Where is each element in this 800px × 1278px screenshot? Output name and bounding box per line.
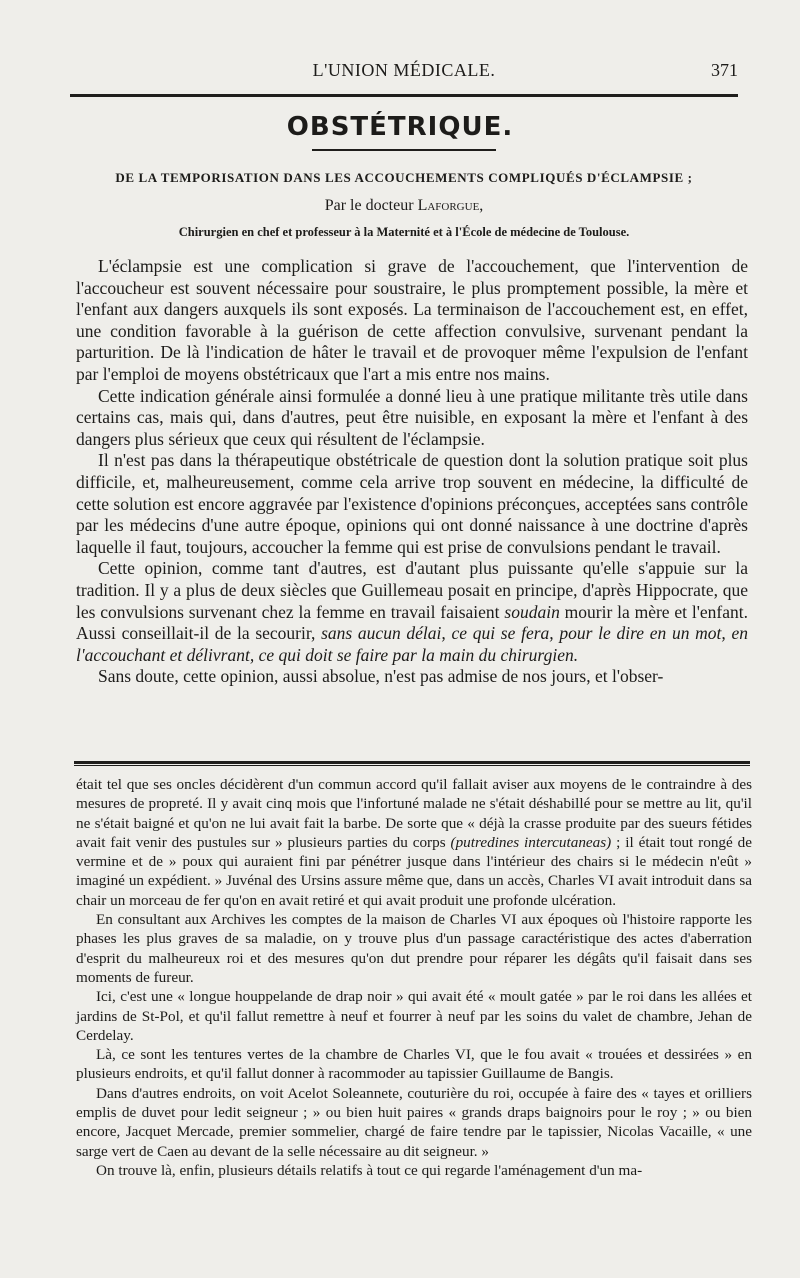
footnote-text-run: était tel que ses oncles décidèrent d'un commun accord qu'il fallait aviser aux moyens de le contraindre à des mesures de propreté. Il y avait cinq mois que l'infortuné malade ne s'était déshabillé pour se mettre au lit, qu'il ne s'était baigné et qu'on ne lui avait fait la barbe. De sorte que « déjà la crasse produite par des sueurs fétides avait fait venir des pustules sur » plusieurs parties du corps: [76, 776, 752, 851]
footnote-column: [76, 775, 752, 1180]
body-text-run: Cette opinion, comme tant d'autres, est d'autant plus puissante qu'elle s'appuie sur la tradition. Il y a plus de deux siècles que Guillemeau posait en principe, d'après Hippocrate, que les convulsions survenant chez la femme en travail faisaient: [76, 558, 748, 622]
footnote-paragraph: On trouve là, enfin, plusieurs détails relatifs à tout ce qui regarde l'aménagement d'un ma-: [96, 1161, 643, 1179]
footnote-paragraph: Là, ce sont les tentures vertes de la chambre de Charles VI, que le fou avait « trouées et dessirées » en plusieurs endroits, et qu'il fallut donner à racommoder au tapissier Guillaume de Bangis.: [76, 1046, 752, 1083]
body-paragraph: Il n'est pas dans la thérapeutique obstétricale de question dont la solution pratique soit plus difficile, et, malheureusement, comme cela arrive trop souvent en médecine, la difficulté de cette solution est encore aggravée par l'existence d'opinions préconçues, acceptées sans contrôle par les médecins d'une autre époque, opinions qui ont donné naissance à une doctrine d'après laquelle il faut, toujours, accoucher la femme qui est prise de convulsions pendant le travail.: [76, 450, 748, 557]
footnote-italic-run: (putredines intercutaneas): [450, 833, 612, 851]
footnote-text-run: ; il était tout rongé de vermine et de » poux qui auraient fini par pénétrer jusque dans l'intérieur des chairs si le médecin n'eût » imaginé un expédient. » Juvénal des Ursins assure même que, dans un accès, Charles VI avait introduit dans sa chair un morceau de fer qu'on en avait retiré et qui avait produit une profonde ulcération.: [76, 833, 753, 909]
running-title: L'UNION MÉDICALE.: [312, 60, 496, 80]
footnote-paragraph: Ici, c'est une « longue houppelande de drap noir » qui avait été « moult gatée » par le roi dans les allées et jardins de St-Pol, et qu'il fallut remettre à neuf et fourrer à neuf par les soins du valet de chambre, Jehan de Cerdelay.: [76, 988, 752, 1044]
author-affiliation: Chirurgien en chef et professeur à la Maternité et à l'École de médecine de Toulouse.: [178, 225, 630, 239]
body-text-run: mourir la mère et l'enfant. Aussi conseillait-il de la secourir,: [76, 601, 748, 644]
byline: [70, 197, 738, 215]
body-italic-run: soudain: [504, 601, 560, 622]
byline-prefix: Par le docteur: [324, 197, 418, 214]
body-italic-run: sans aucun délai, ce qui se fera, pour le dire en un mot, en l'accouchant et délivrant, ce qui doit se faire par la main du chirurgien.: [76, 623, 749, 665]
author-name: Laforgue,: [417, 197, 484, 214]
page-number: 371: [711, 60, 738, 80]
article-title: DE LA TEMPORISATION DANS LES ACCOUCHEMENTS COMPLIQUÉS D'ÉCLAMPSIE ;: [115, 170, 693, 185]
footnote-paragraph: Dans d'autres endroits, on voit Acelot Soleannete, couturière du roi, occupée à faire des « tayes et orilliers emplis de duvet pour ledit seigneur ; » ou bien huit paires « grands draps baignoirs pour le roy ; » ou bien encore, Jacquet Mercade, premier sommelier, chargé de faire tendre par le tapissier, Nicolas Vacaille, « une sarge vert de Caen au devant de la selle nécessaire au dit seigneur. »: [76, 1084, 752, 1160]
footnote-paragraph: [76, 775, 752, 910]
body-paragraph: Sans doute, cette opinion, aussi absolue, n'est pas admise de nos jours, et l'obser-: [98, 666, 664, 687]
article-body: [76, 256, 748, 688]
body-paragraph: [76, 558, 748, 666]
footnote-paragraph: En consultant aux Archives les comptes de la maison de Charles VI aux époques où l'histoire rapporte les phases les plus graves de sa maladie, on y trouve plus d'un passage caractéristique des actes d'aberration d'esprit du malheureux roi et des mesures qu'on dut prendre pour réparer les dégâts qu'il faisait dans ses moments de fureur.: [76, 911, 752, 986]
body-paragraph: L'éclampsie est une complication si grave de l'accouchement, que l'intervention de l'accoucheur est souvent nécessaire pour soustraire, le plus promptement possible, la mère et l'enfant aux dangers auxquels ils sont exposés. La terminaison de l'accouchement est, en effet, une condition favorable à la guérison de cette affection convulsive, survenant pendant la parturition. De là l'indication de hâter le travail et de provoquer même l'expulsion de l'enfant par l'emploi de moyens obstétricaux que l'art a mis entre nos mains.: [76, 256, 748, 384]
header-rule: [70, 94, 738, 97]
page-header: [70, 60, 738, 86]
section-title: OBSTÉTRIQUE.: [286, 112, 514, 142]
footnote-separator: [74, 761, 750, 766]
body-paragraph: Cette indication générale ainsi formulée a donné lieu à une pratique militante très utile dans certains cas, mais qui, dans d'autres, peut être nuisible, en exposant la mère et l'enfant à des dangers plus sérieux que ceux qui résultent de l'éclampsie.: [76, 385, 748, 449]
section-title-rule: [312, 149, 496, 151]
